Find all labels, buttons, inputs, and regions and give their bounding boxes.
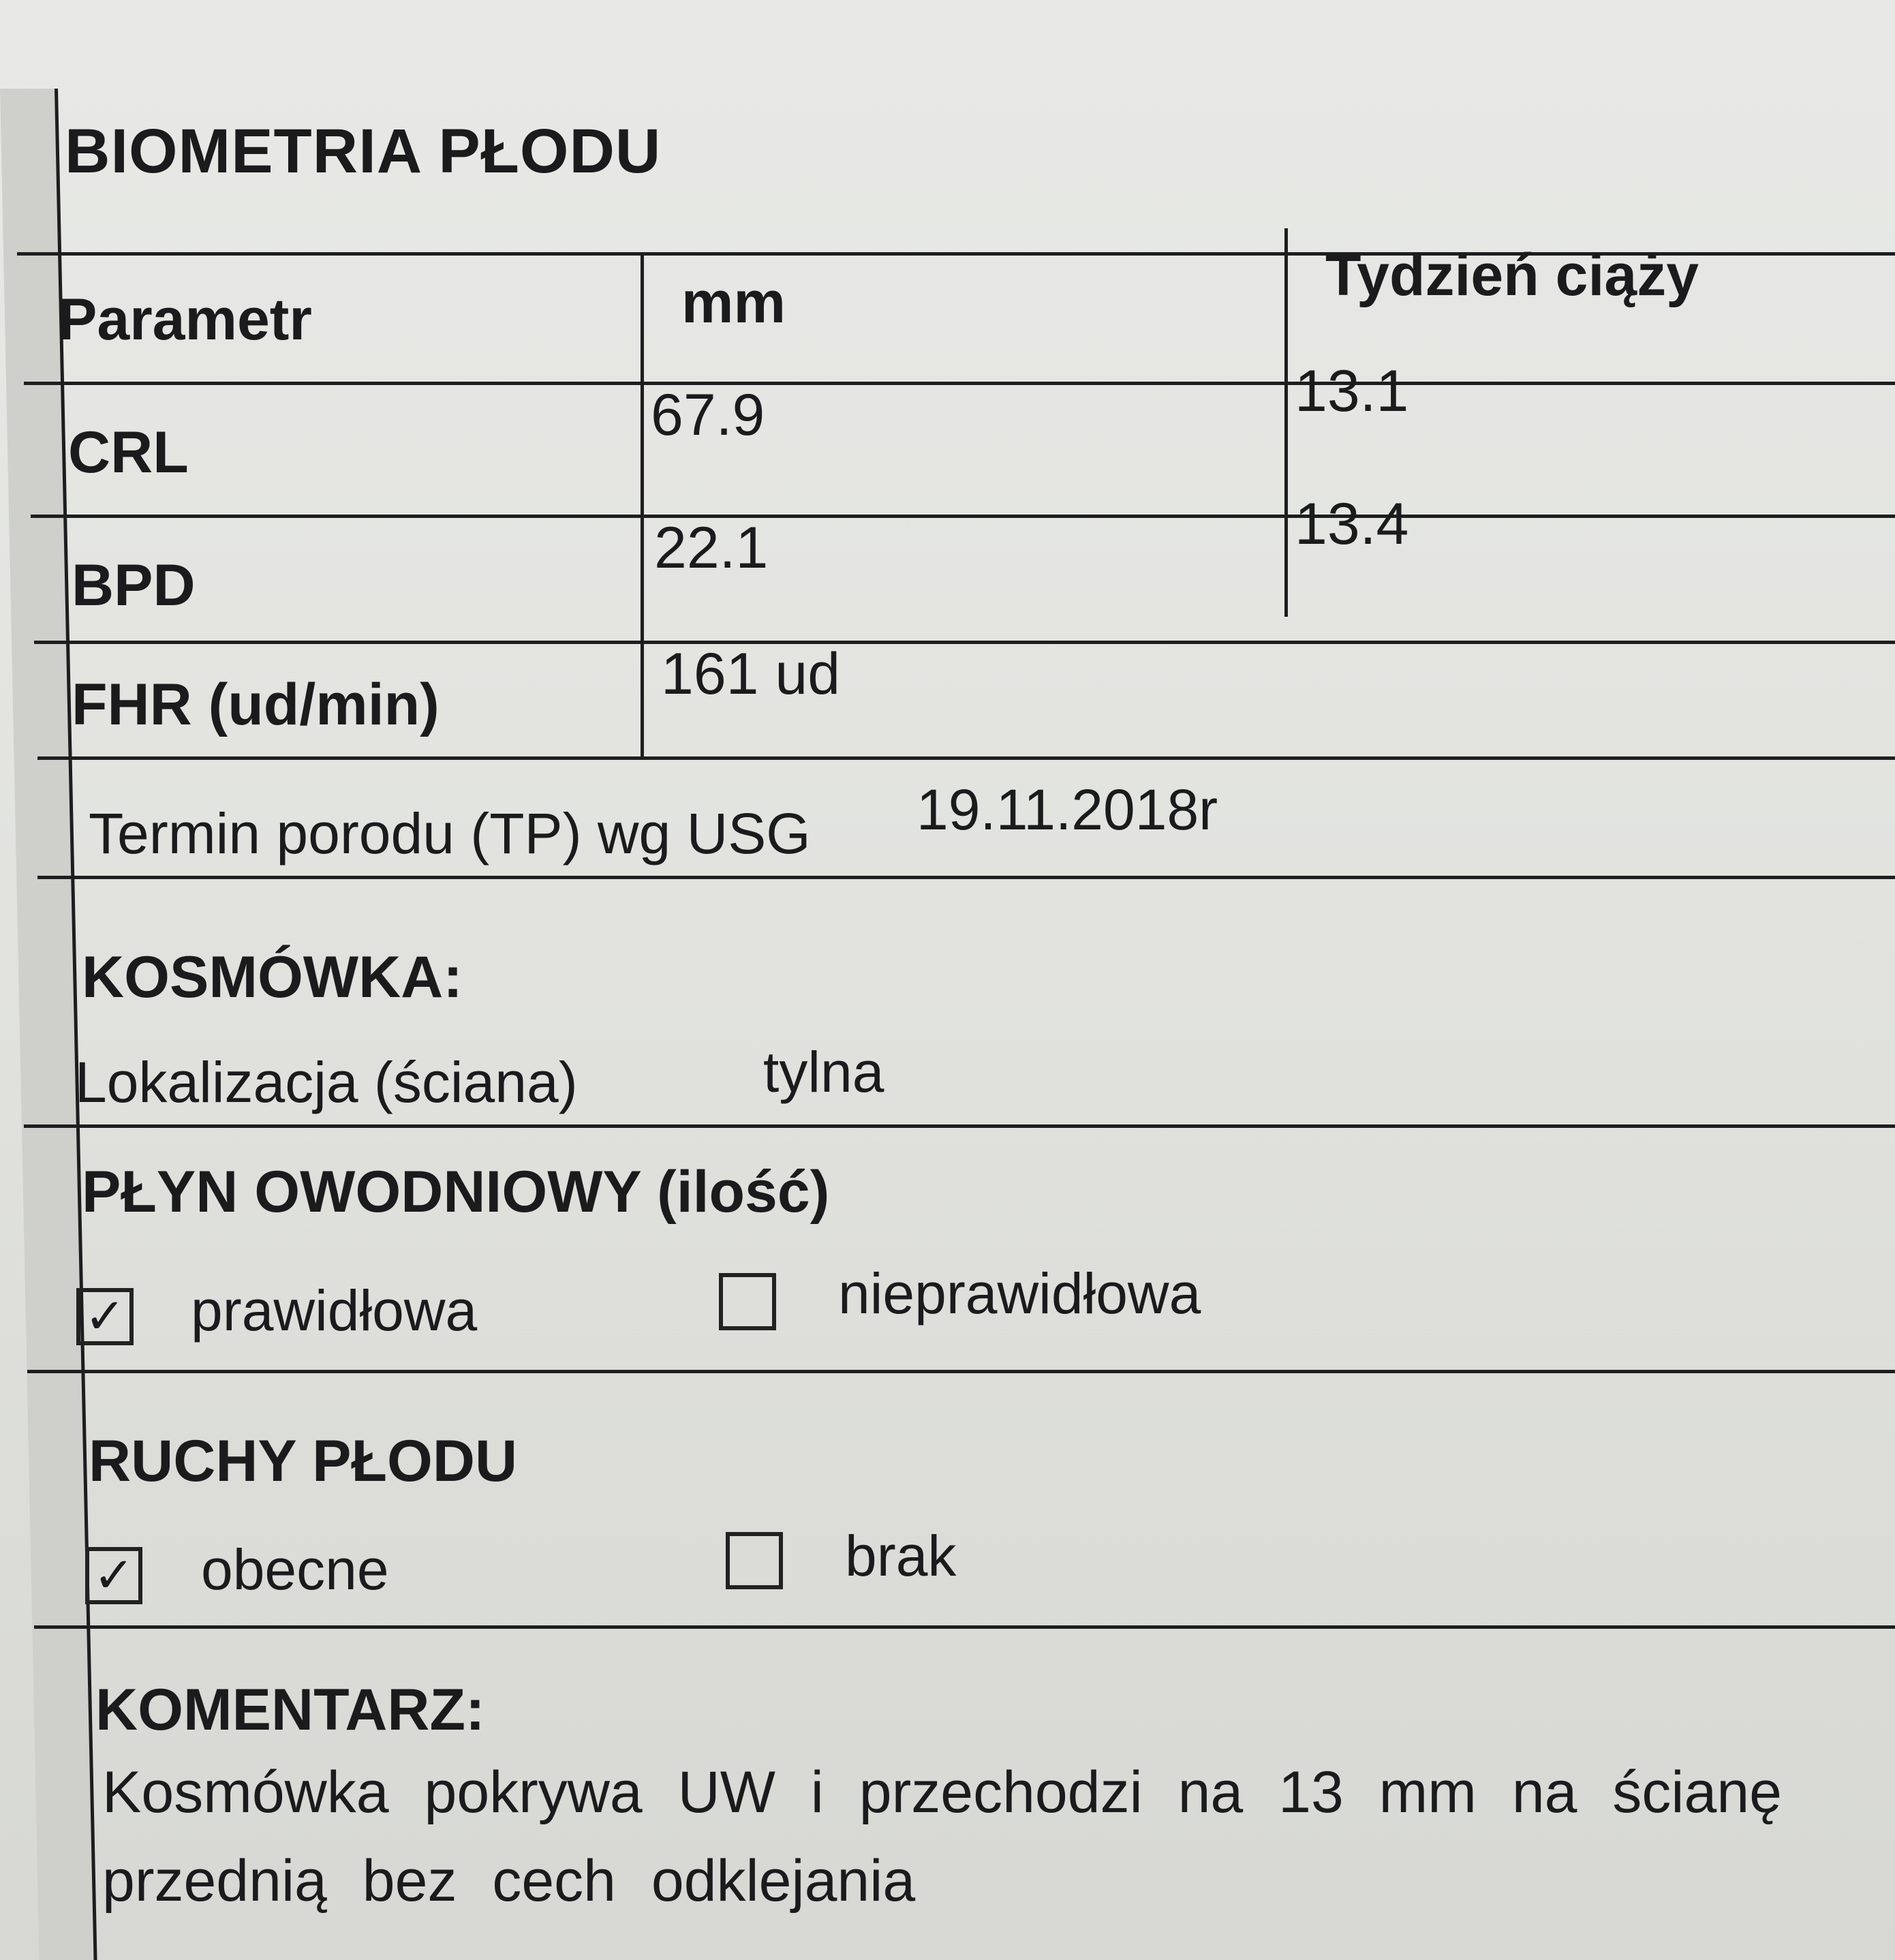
header-week: Tydzień ciąży [1325,243,1699,308]
row-bpd-parameter: BPD [72,553,196,618]
section-divider [24,1124,1895,1128]
table-row-border [31,515,1895,518]
row-crl-week: 13.1 [1295,358,1409,424]
table-column-border [641,252,644,756]
comment-text: Kosmówka pokrywa UW i przechodzi na 13 mm na ścianę przednią bez cech odklejania [102,1760,1782,1914]
row-fhr-parameter: FHR (ud/min) [72,672,440,737]
row-fhr-mm: 161 ud [661,641,841,707]
table-column-border [1284,228,1288,617]
movements-present-label: obecne [201,1537,389,1602]
comment-title: KOMENTARZ: [95,1677,485,1743]
row-crl-mm: 67.9 [651,382,765,448]
amniotic-abnormal-label: nieprawidłowa [838,1261,1201,1326]
due-date-value: 19.11.2018r [916,778,1218,842]
section-divider [27,1370,1895,1373]
row-crl-parameter: CRL [68,420,189,485]
section-divider [37,876,1895,879]
placenta-location-label: Lokalizacja (ściana) [75,1050,578,1114]
fetal-movements-title: RUCHY PŁODU [89,1428,518,1494]
paper-edge [0,89,97,1960]
checkmark-icon: ✓ [93,1548,135,1603]
placenta-title: KOSMÓWKA: [82,945,463,1010]
table-header-border [24,382,1895,385]
amniotic-fluid-title: PŁYN OWODNIOWY (ilość) [82,1159,830,1225]
header-mm: mm [681,270,786,335]
placenta-location-value: tylna [763,1040,884,1104]
row-bpd-mm: 22.1 [654,515,769,581]
table-row-border [34,641,1895,644]
checkmark-icon: ✓ [84,1289,126,1344]
amniotic-normal-checkbox[interactable] [76,1288,134,1345]
movements-present-checkbox[interactable] [85,1547,142,1604]
row-bpd-week: 13.4 [1295,491,1409,557]
amniotic-abnormal-checkbox[interactable] [719,1273,776,1330]
due-date-label: Termin porodu (TP) wg USG [89,801,811,866]
section-divider [34,1625,1895,1629]
movements-absent-checkbox[interactable] [726,1532,783,1589]
page-title: BIOMETRIA PŁODU [65,117,662,186]
movements-absent-label: brak [845,1524,957,1588]
table-bottom-border [37,756,1895,760]
header-parameter: Parametr [58,287,312,352]
amniotic-normal-label: prawidłowa [191,1278,478,1343]
